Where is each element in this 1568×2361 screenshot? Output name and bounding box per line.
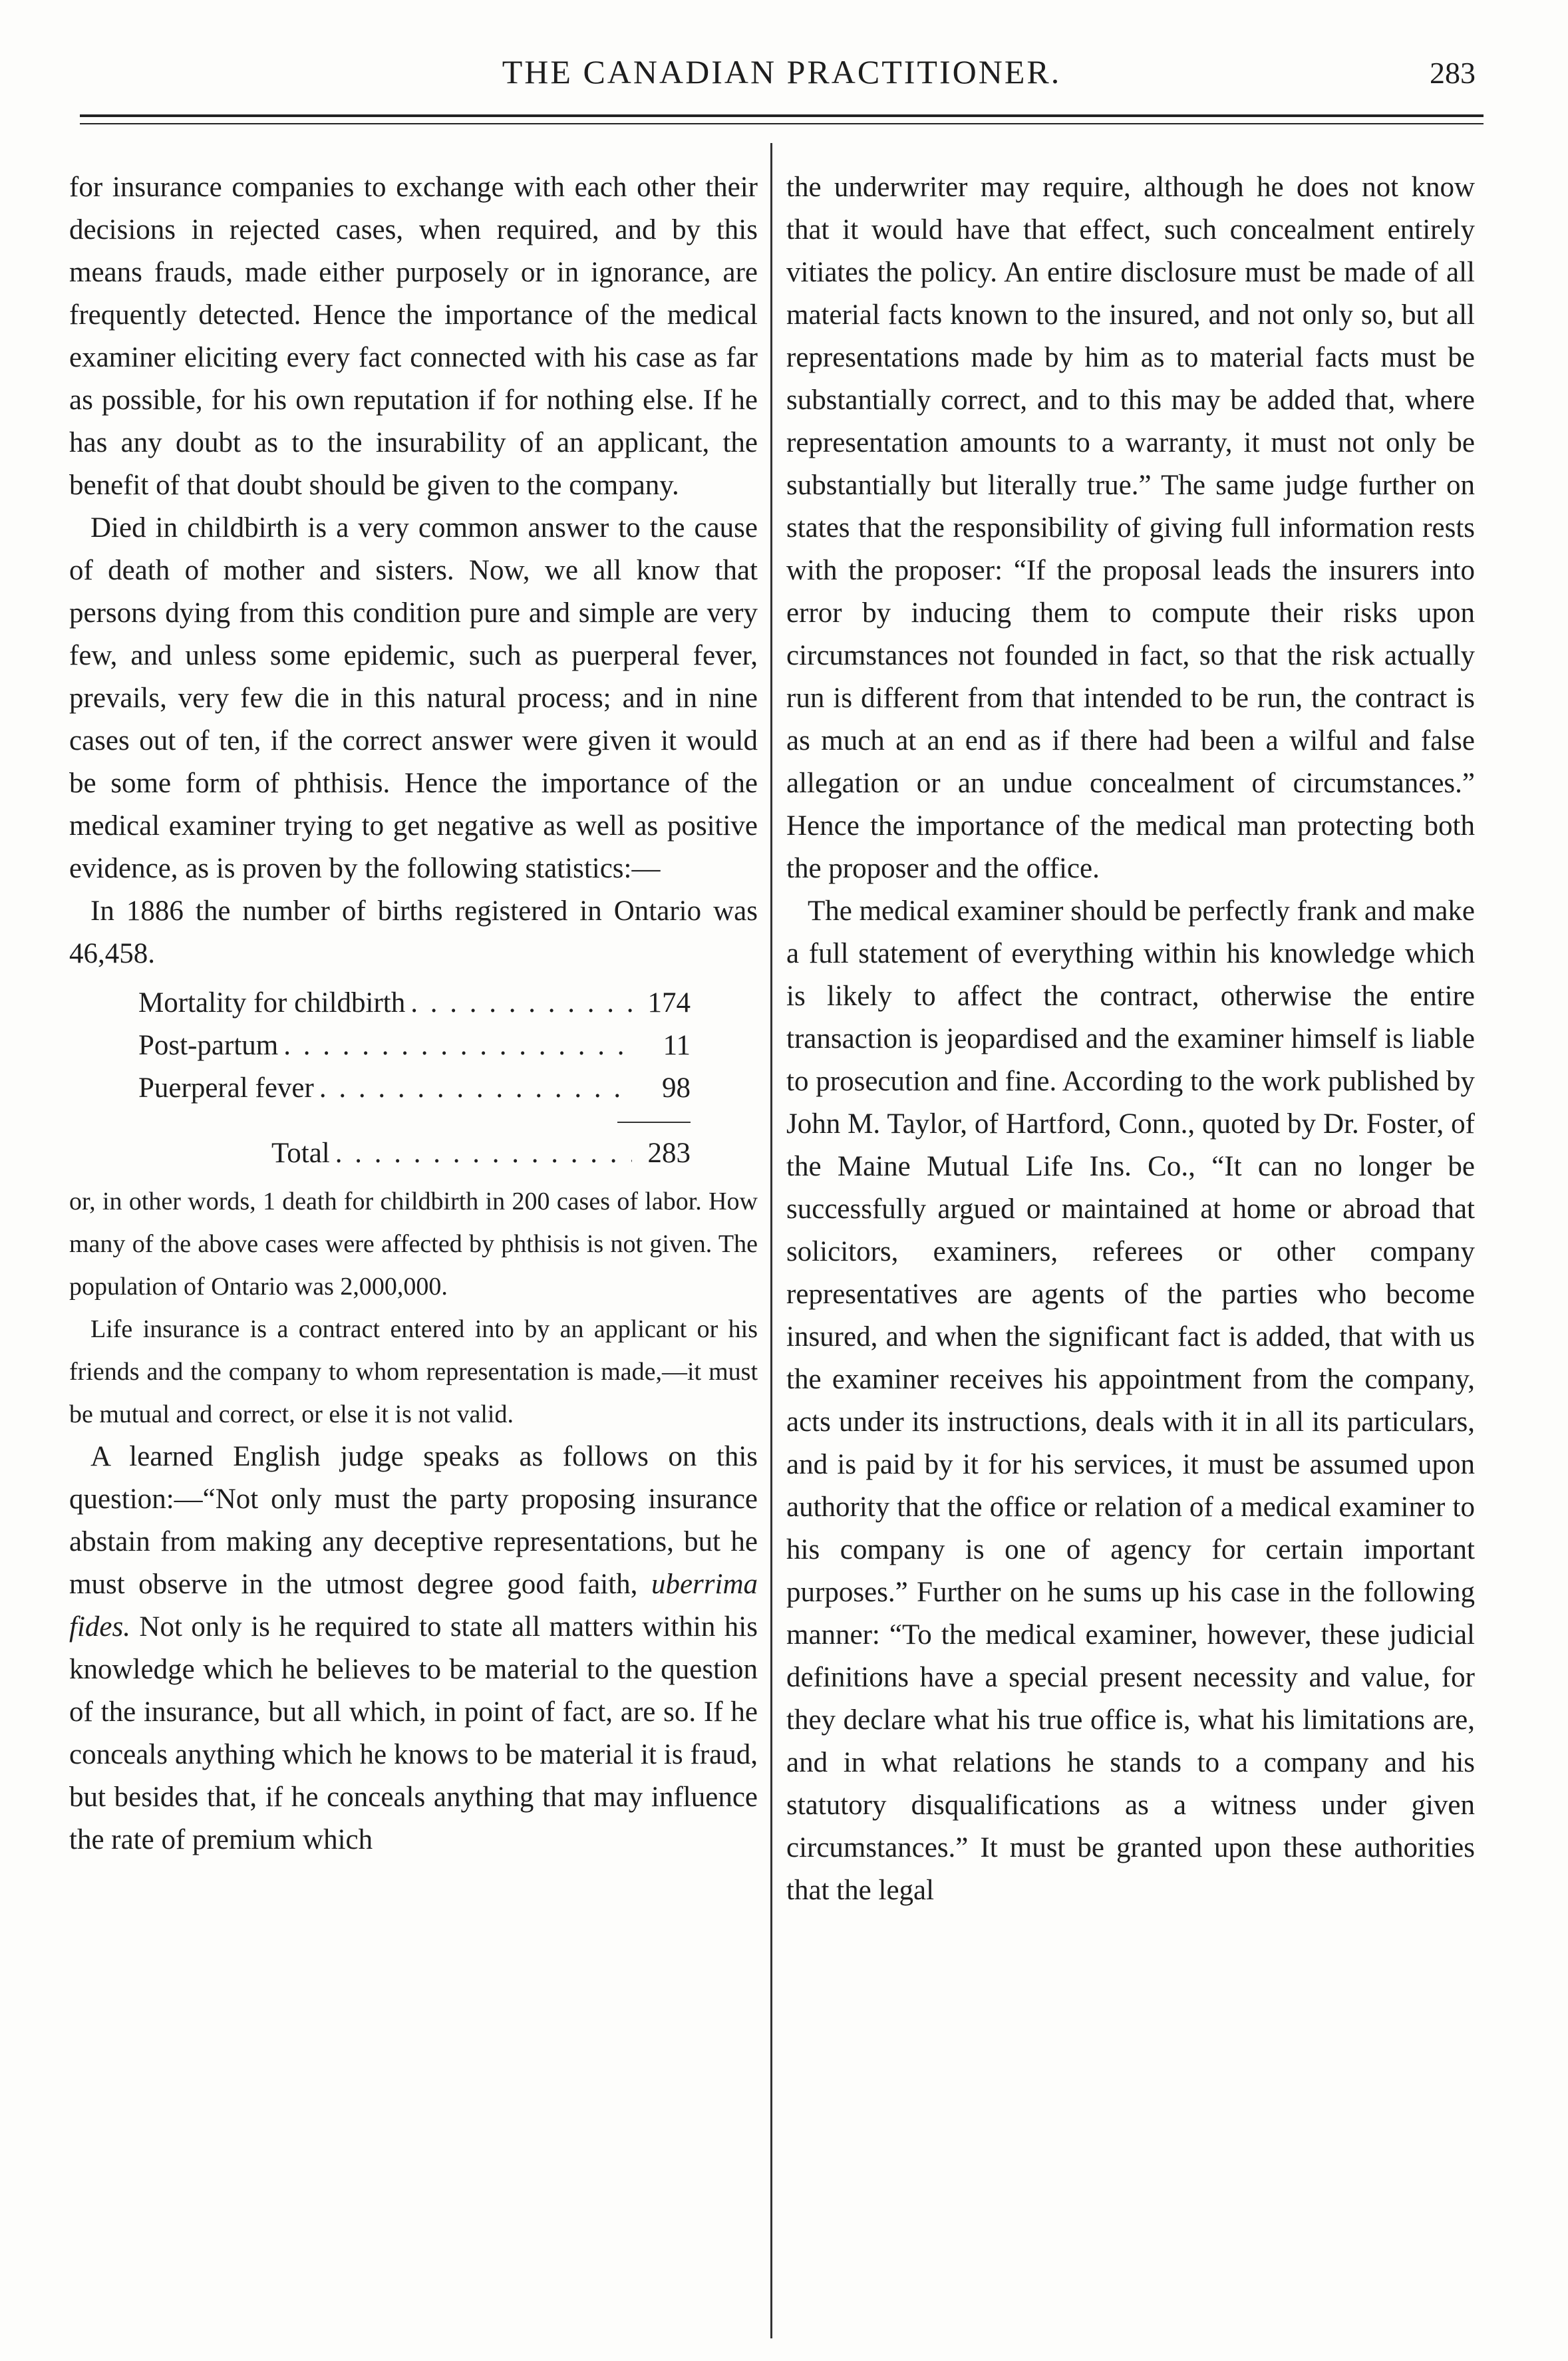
right-column bbox=[786, 166, 1475, 1912]
quote-text: Not only is he required to state all matters within his knowledge which he believes to be material to the question of the insurance, but all which, in point of fact, are so. If he conceals anything which he knows to be material it is fraud, but besides that, if he conceals anything that may influence the rate of premium which bbox=[69, 1611, 758, 1855]
paragraph: In 1886 the number of births registered in Ontario was 46,458. bbox=[69, 895, 758, 969]
stat-row bbox=[138, 982, 691, 1024]
left-column bbox=[69, 166, 758, 1861]
page-header bbox=[80, 52, 1484, 98]
stat-value: 98 bbox=[662, 1072, 691, 1104]
leader-dots bbox=[335, 1132, 632, 1175]
leader-dots bbox=[283, 1024, 632, 1067]
mortality-statistics bbox=[138, 982, 691, 1175]
stat-label: Mortality for childbirth bbox=[138, 987, 406, 1019]
column-divider bbox=[770, 143, 772, 2338]
page-number: 283 bbox=[1430, 56, 1476, 90]
stat-row bbox=[138, 1024, 691, 1067]
stat-total-value: 283 bbox=[647, 1138, 691, 1169]
paragraph-quote bbox=[69, 1436, 758, 1861]
stat-value: 174 bbox=[647, 987, 691, 1019]
paragraph: The medical examiner should be perfectly frank and make a full statement of everything within his knowledge which is likely to affect the contract, otherwise the entire transaction is jeopardised and the examiner himself is liable to prosecution and fine. According to the work published by John M. Taylor, of Hartford, Conn., quoted by Dr. Foster, of the Maine Mutual Life Ins. Co., “It can no longer be successfully argued or maintained at home or abroad that solicitors, examiners, referees or other company representatives are agents of the parties who become insured, and when the significant fact is added, that with us the examiner receives his appointment from the company, acts under its instructions, deals with it in all its particulars, and is paid by it for his services, it must be assumed upon authority that the office or relation of a medical examiner to his company is one of agency for certain important purposes.” Further on he sums up his case in the following manner: “To the medical examiner, however, these judicial definitions have a special present necessity and value, for they declare what his true office is, what his limitations are, and in what relations he stands to a company and his statutory disqualifications as a witness under given circumstances.” It must be granted upon these authorities that the legal bbox=[786, 895, 1475, 1906]
header-rule-thick bbox=[80, 114, 1484, 117]
paragraph: for insurance companies to exchange with each other their decisions in rejected cases, when required, and by this means frauds, made either purposely or in ignorance, are frequently detected. Hence the importance of the medical examiner eliciting every fact connected with his case as far as possible, for his own reputation if for nothing else. If he has any doubt as to the insurability of an applicant, the benefit of that doubt should be given to the company. bbox=[69, 172, 758, 501]
stat-total-row bbox=[138, 1132, 691, 1175]
leader-dots bbox=[319, 1067, 632, 1110]
running-title: THE CANADIAN PRACTITIONER. bbox=[502, 53, 1062, 90]
leader-dots bbox=[410, 982, 632, 1024]
quote-text: A learned English judge speaks as follows on this question:—“Not only must the party proposing insurance abstain from making any deceptive representations, but he must observe in the utmost degree good faith, bbox=[69, 1441, 758, 1600]
stat-row bbox=[138, 1067, 691, 1110]
header-rule-thin bbox=[80, 123, 1484, 124]
paragraph: the underwriter may require, although he does not know that it would have that effect, such concealment entirely vitiates the policy. An entire disclosure must be made of all material facts known to the insured, and not only so, but all representations made by him as to material facts must be substantially correct, and to this may be added that, where representation amounts to a warranty, it must not only be substantially but literally true.” The same judge further on states that the responsibility of giving full information rests with the proposer: “If the proposal leads the insurers into error by inducing them to compute their risks upon circumstances not founded in fact, so that the risk actually run is different from that intended to be run, the contract is as much at an end as if there had been a wilful and false allegation or an undue concealment of circumstances.” Hence the importance of the medical man protecting both the proposer and the office. bbox=[786, 172, 1475, 884]
paragraph: Life insurance is a contract entered into by an applicant or his friends and the company to whom representation is made,—it must be mutual and correct, or else it is not valid. bbox=[69, 1315, 758, 1428]
sum-rule bbox=[617, 1122, 691, 1123]
stat-label: Post-partum bbox=[138, 1030, 279, 1061]
paragraph: or, in other words, 1 death for childbirth in 200 cases of labor. How many of the above cases were affected by phthisis is not given. The population of Ontario was 2,000,000. bbox=[69, 1187, 758, 1301]
stat-label: Puerperal fever bbox=[138, 1072, 314, 1104]
stat-value: 11 bbox=[663, 1030, 691, 1061]
latin-phrase: uberrima fides. bbox=[69, 1569, 758, 1643]
stat-total-label: Total bbox=[271, 1138, 330, 1169]
paragraph: Died in childbirth is a very common answer to the cause of death of mother and sisters. Now, we all know that persons dying from this condition pure and simple are very few, and unless some epidemic, such as puerperal fever, prevails, very few die in this natural process; and in nine cases out of ten, if the correct answer were given it would be some form of phthisis. Hence the importance of the medical examiner trying to get negative as well as positive evidence, as is proven by the following statistics:— bbox=[69, 512, 758, 884]
